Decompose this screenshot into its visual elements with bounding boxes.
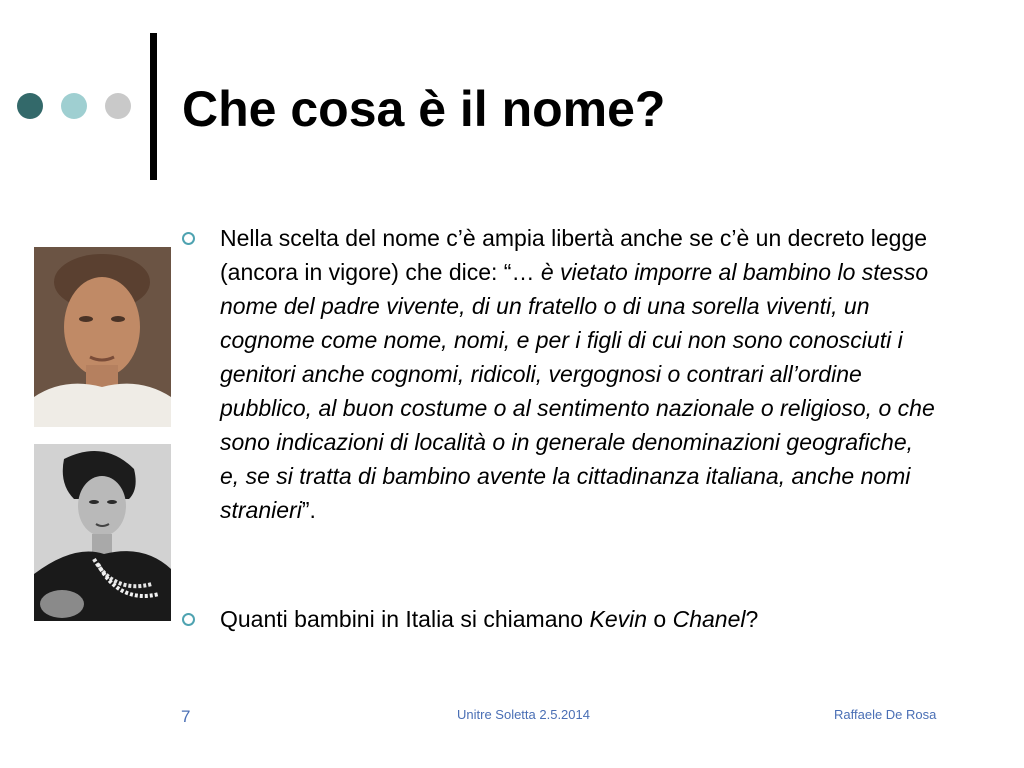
bullet-marker [182, 613, 195, 626]
title-divider [150, 33, 157, 180]
paragraph-intro: Nella scelta del nome c’è ampia libertà anche se c’è un decreto legge (ancora in vigore) che dice: “… [220, 225, 928, 285]
decorative-dot-grey [105, 93, 131, 119]
photo-portrait-man [34, 247, 171, 427]
bullet-paragraph [220, 221, 938, 527]
slide-number: 7 [181, 707, 191, 726]
question-text: Quanti bambini in Italia si chiamano [220, 606, 590, 632]
footer-event: Unitre Soletta 2.5.2014 [457, 707, 590, 722]
name-kevin: Kevin [589, 606, 648, 632]
slide-title: Che cosa è il nome? [182, 81, 666, 137]
decorative-dot-light [61, 93, 87, 119]
law-quote: è vietato imporre al bambino lo stesso nome del padre vivente, di un fratello o di una sorella viventi, un cognome come nome, nomi, e per i figli di cui non sono conosciuti i genitori anche cognomi, ridicoli, vergognosi o contrari all’ordine pubblico, al buon costume o al sentimento nazionale o religioso, o che sono indicazioni di località o in generale denominazioni geografiche, e, se si tratta di bambino avente la cittadinanza italiana, anche nomi stranieri [220, 259, 935, 523]
photo-portrait-woman [34, 444, 171, 621]
footer-author: Raffaele De Rosa [834, 707, 937, 722]
question-connector: o [647, 606, 673, 632]
decorative-dot-dark [17, 93, 43, 119]
name-chanel: Chanel [672, 606, 746, 632]
paragraph-outro: ”. [301, 497, 316, 523]
question-mark: ? [745, 606, 759, 632]
bullet-question [220, 602, 938, 636]
bullet-marker [182, 232, 195, 245]
